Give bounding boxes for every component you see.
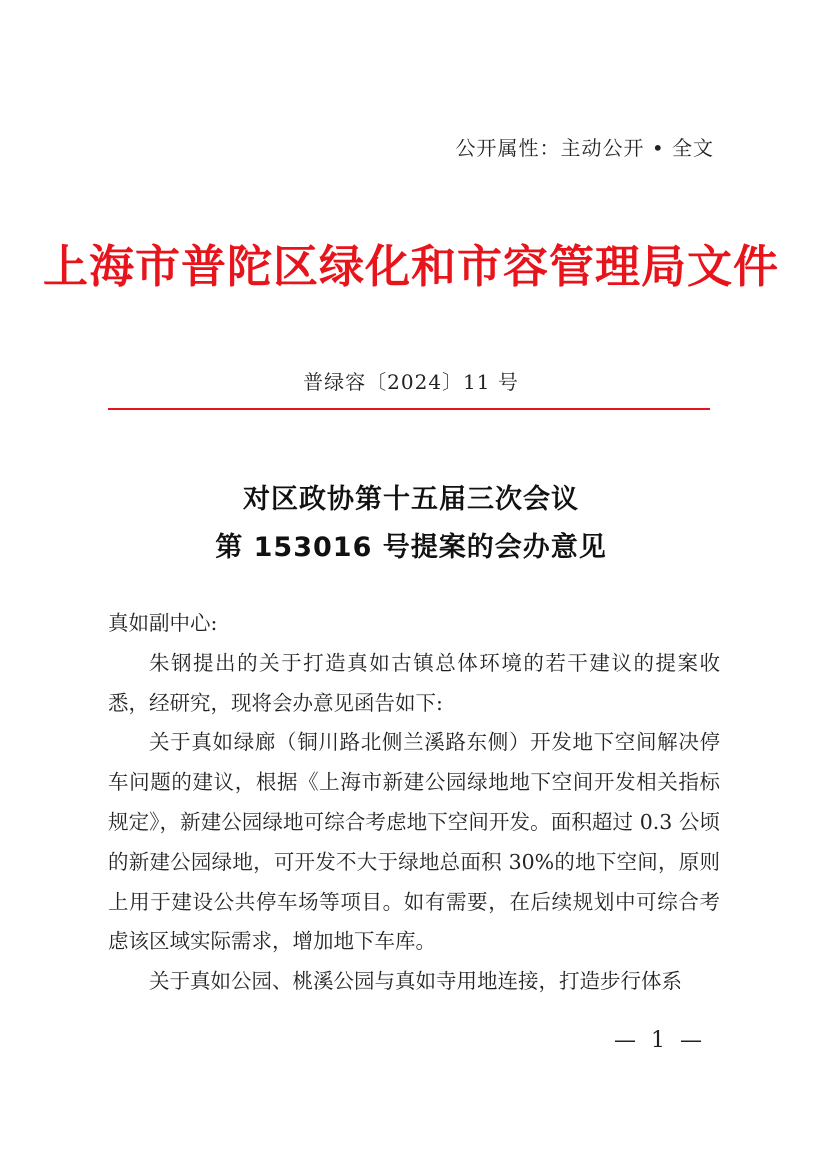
red-separator-line — [108, 408, 710, 410]
body-paragraph-2: 关于真如绿廊（铜川路北侧兰溪路东侧）开发地下空间解决停车问题的建议，根据《上海市新建公园绿地地下空间开发相关指标规定》，新建公园绿地可综合考虑地下空间开发。面积超过 0.3 公顷的新建公园绿地，可开发不大于绿地总面积 30%的地下空间，原则上用于建设公共停车场等项目。如有需要，在后续规划中可综合考虑该区域实际需求，增加地下车库。 — [108, 730, 720, 954]
document-number: 普绿容〔2024〕11 号 — [303, 370, 519, 394]
title-line-1: 对区政协第十五届三次会议 — [243, 484, 579, 515]
issuer-red-header: 上海市普陀区绿化和市容管理局文件 — [42, 240, 779, 293]
page-number: — 1 — — [614, 1028, 706, 1053]
title-line-2: 第 153016 号提案的会办意见 — [215, 532, 607, 563]
body-paragraph-1: 朱钢提出的关于打造真如古镇总体环境的若干建议的提案收悉，经研究，现将会办意见函告如下: — [108, 650, 720, 715]
salutation: 真如副中心: — [108, 611, 218, 635]
document-body — [108, 604, 720, 1002]
document-title — [0, 476, 822, 572]
disclosure-attribute: 公开属性：主动公开 • 全文 — [455, 136, 714, 160]
body-paragraph-3: 关于真如公园、桃溪公园与真如寺用地连接，打造步行体系 — [149, 969, 682, 994]
